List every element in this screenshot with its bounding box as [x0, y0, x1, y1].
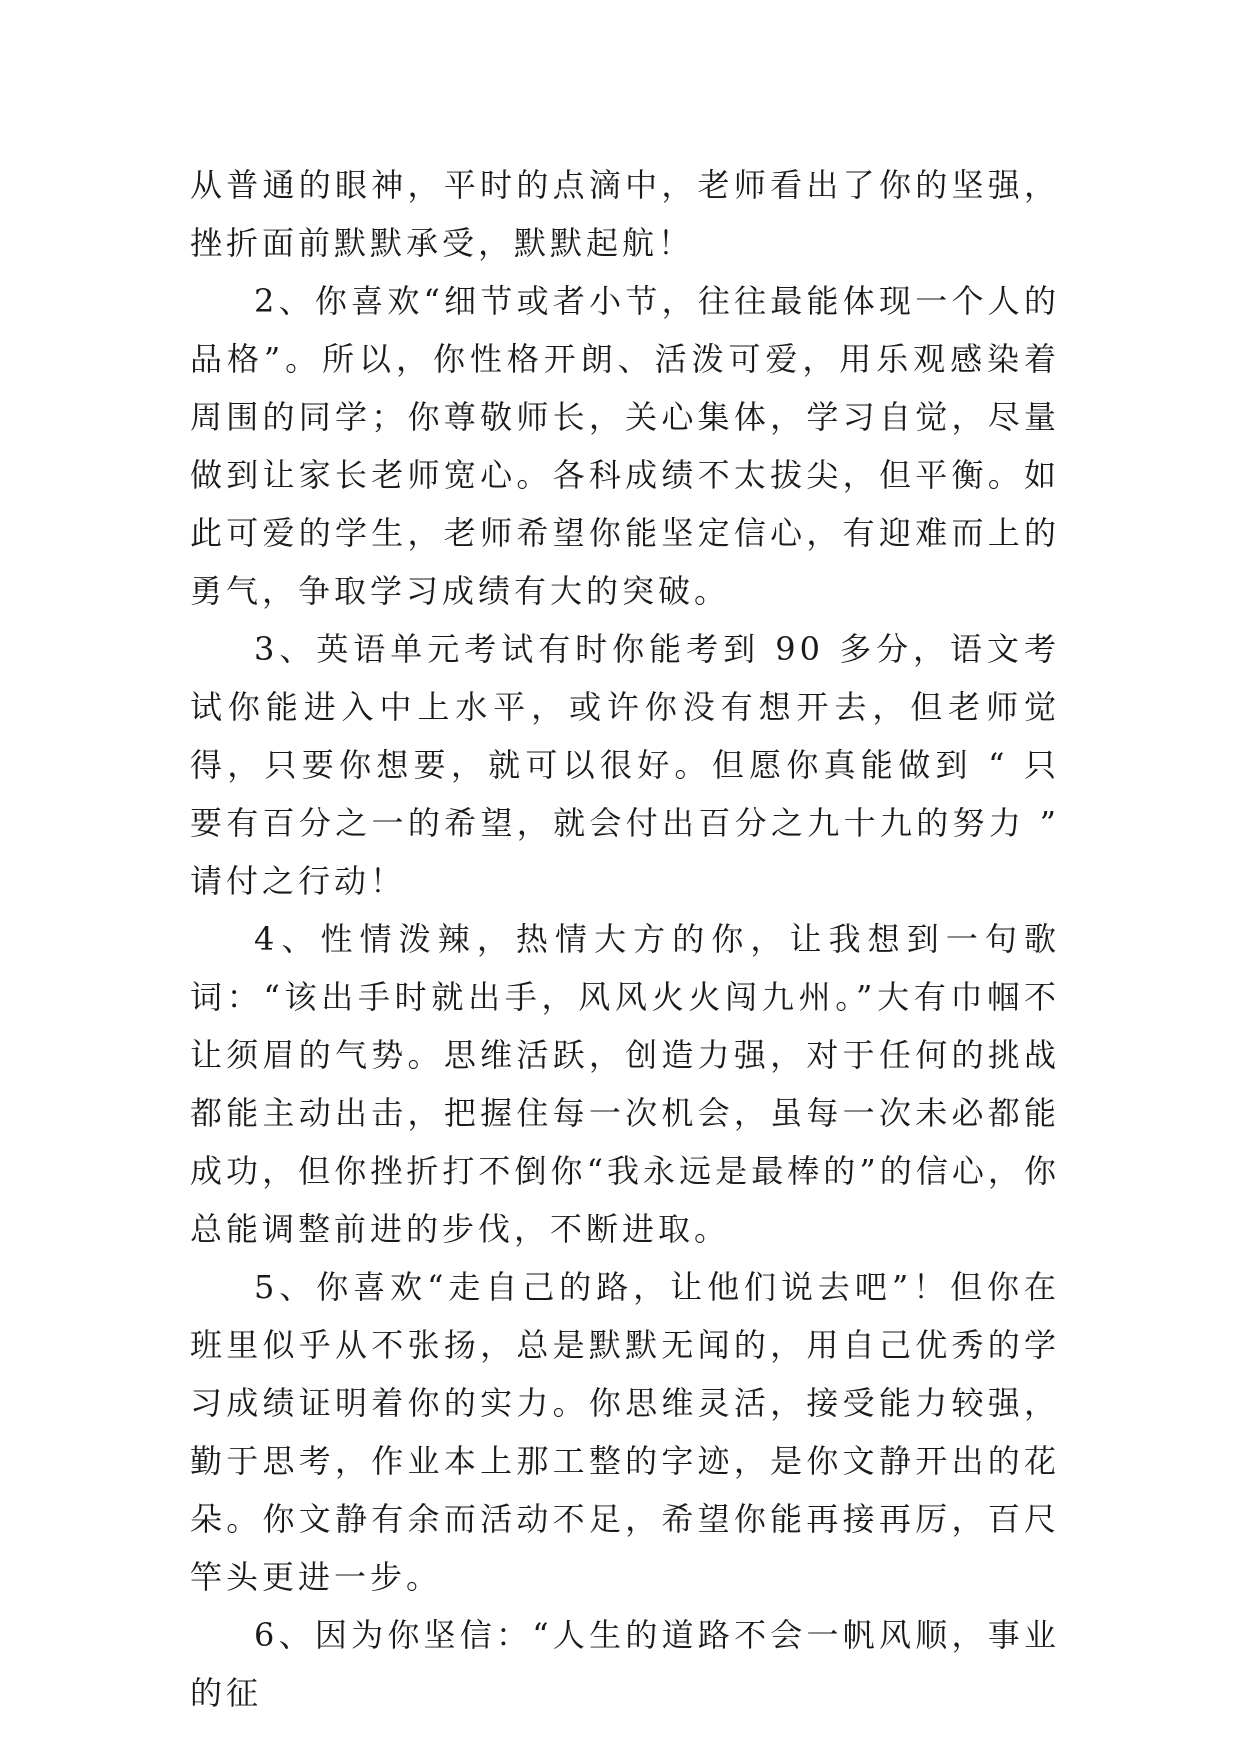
paragraph-2: 2、你喜欢“细节或者小节，往往最能体现一个人的品格”。所以，你性格开朗、活泼可爱，用乐观感染着周围的同学；你尊敬师长，关心集体，学习自觉，尽量做到让家长老师宽心。各科成绩不太拔尖，但平衡。如此可爱的学生，老师希望你能坚定信心，有迎难而上的勇气，争取学习成绩有大的突破。 [190, 282, 1060, 610]
paragraph-6: 6、因为你坚信：“人生的道路不会一帆风顺，事业的征 [190, 1616, 1060, 1712]
paragraph-continued: 从普通的眼神，平时的点滴中，老师看出了你的坚强，挫折面前默默承受，默默起航！ [190, 166, 1060, 262]
paragraph-5: 5、你喜欢“走自己的路，让他们说去吧”！但你在班里似乎从不张扬，总是默默无闻的，用自己优秀的学习成绩证明着你的实力。你思维灵活，接受能力较强，勤于思考，作业本上那工整的字迹，是你文静开出的花朵。你文静有余而活动不足，希望你能再接再厉，百尺竿头更进一步。 [190, 1268, 1060, 1596]
paragraph-4: 4、性情泼辣，热情大方的你，让我想到一句歌词：“该出手时就出手，风风火火闯九州。”大有巾帼不让须眉的气势。思维活跃，创造力强，对于任何的挑战都能主动出击，把握住每一次机会，虽每一次未必都能成功，但你挫折打不倒你“我永远是最棒的”的信心，你总能调整前进的步伐，不断进取。 [190, 920, 1060, 1248]
document-body [190, 156, 1060, 1722]
paragraph-3: 3、英语单元考试有时你能考到 90 多分，语文考试你能进入中上水平，或许你没有想开去，但老师觉得，只要你想要，就可以很好。但愿你真能做到 “ 只要有百分之一的希望，就会付出百分之九十九的努力 ” 请付之行动！ [190, 630, 1060, 900]
